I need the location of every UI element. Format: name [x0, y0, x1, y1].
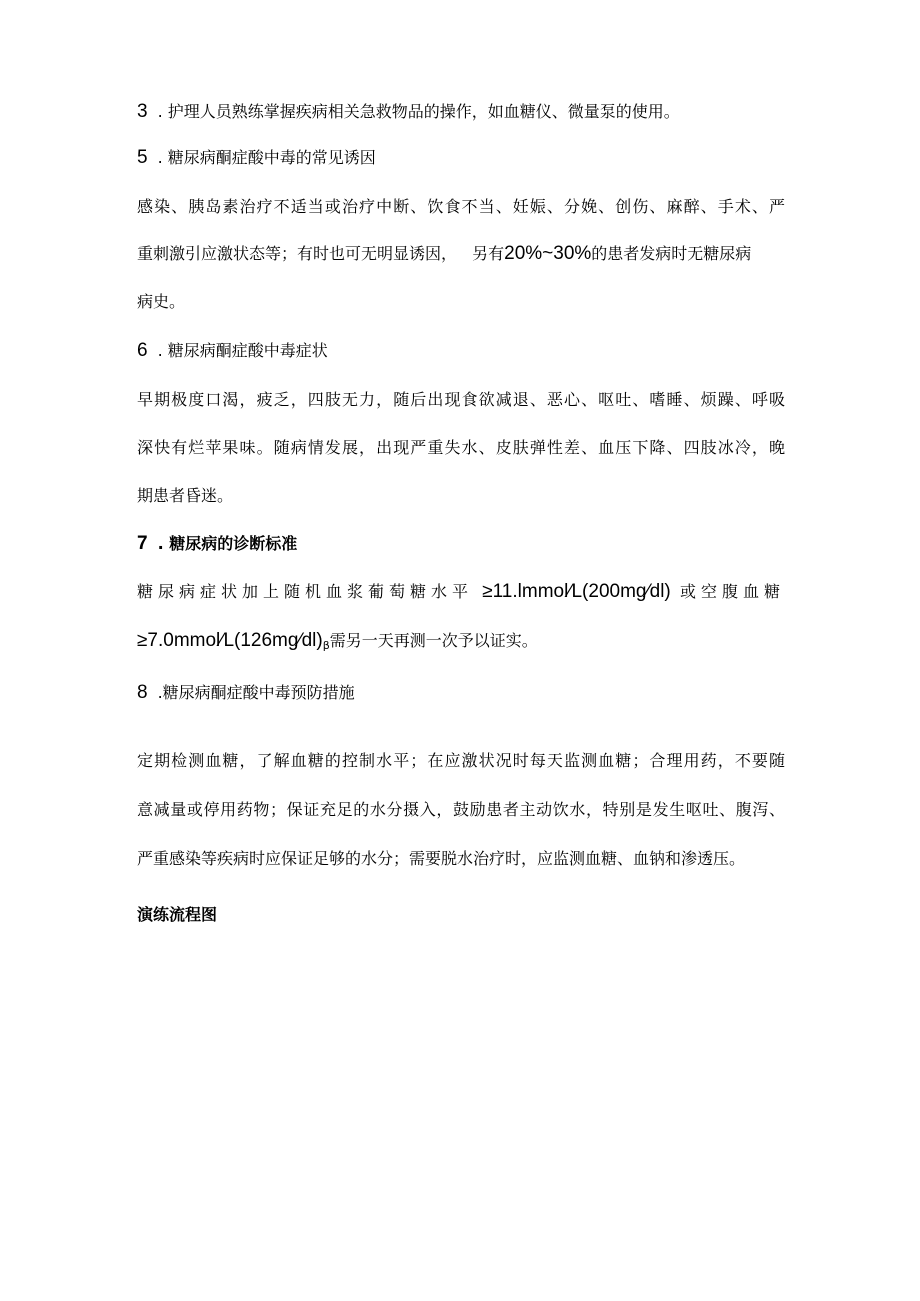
section-number: 3 [137, 101, 148, 122]
paragraph-line: 感染、胰岛素治疗不适当或治疗中断、饮食不当、妊娠、分娩、创伤、麻醉、手术、严 [137, 197, 785, 216]
section-3-heading [137, 102, 680, 122]
section-title: . 糖尿病的诊断标准 [157, 534, 298, 553]
paragraph-line [137, 631, 538, 656]
glucose-threshold: ≥11.lmmol⁄L(200mg⁄dl) [482, 581, 671, 602]
paragraph-line: 意减量或停用药物；保证充足的水分摄入，鼓励患者主动饮水，特别是发生呕吐、腹泻、 [137, 800, 785, 819]
text-run: 或空腹血糖 [679, 582, 785, 601]
paragraph-line: 定期检测血糖，了解血糖的控制水平；在应激状况时每天监测血糖；合理用药，不要随 [137, 751, 785, 770]
section-8-heading [137, 683, 355, 703]
text-run: 重刺激引应激状态等；有时也可无明显诱因， [137, 244, 458, 263]
paragraph-line: 早期极度口渴，疲乏，四肢无力，随后出现食欲减退、恶心、呕吐、嗜睡、烦躁、呼吸 [137, 390, 785, 409]
fasting-glucose-threshold: ≥7.0mmol⁄L(126mg⁄dl) [137, 630, 323, 651]
subscript-mark: β [322, 639, 330, 652]
section-title: . 护理人员熟练掌握疾病相关急救物品的操作，如血糖仪、微量泵的使用。 [157, 102, 680, 121]
section-number: 8 [137, 682, 148, 703]
section-title: . 糖尿病酮症酸中毒症状 [157, 341, 328, 360]
text-run: 需另一天再测一次予以证实。 [329, 631, 538, 650]
section-number: 7 [137, 533, 148, 554]
section-title: .糖尿病酮症酸中毒预防措施 [157, 683, 355, 702]
section-7-heading [137, 534, 297, 554]
percentage-range: 20%~30% [504, 243, 592, 264]
paragraph-line: 深快有烂苹果味。随病情发展，出现严重失水、皮肤弹性差、血压下降、四肢冰冷，晚 [137, 438, 785, 457]
paragraph-line: 期患者昏迷。 [137, 486, 234, 505]
paragraph-line: 病史。 [137, 292, 186, 311]
section-6-heading [137, 341, 328, 361]
paragraph-line [137, 244, 751, 264]
text-run: 糖尿病症状加上随机血浆葡萄糖水平 [137, 582, 474, 601]
section-number: 5 [137, 147, 148, 168]
paragraph-line [137, 582, 785, 602]
flowchart-title: 演练流程图 [137, 905, 218, 924]
section-number: 6 [137, 340, 148, 361]
text-run: 的患者发病时无糖尿病 [591, 244, 752, 263]
text-run: 另有 [472, 244, 505, 263]
section-5-heading [137, 148, 376, 168]
paragraph-line: 严重感染等疾病时应保证足够的水分；需要脱水治疗时，应监测血糖、血钠和渗透压。 [137, 849, 746, 868]
section-title: . 糖尿病酮症酸中毒的常见诱因 [157, 148, 376, 167]
